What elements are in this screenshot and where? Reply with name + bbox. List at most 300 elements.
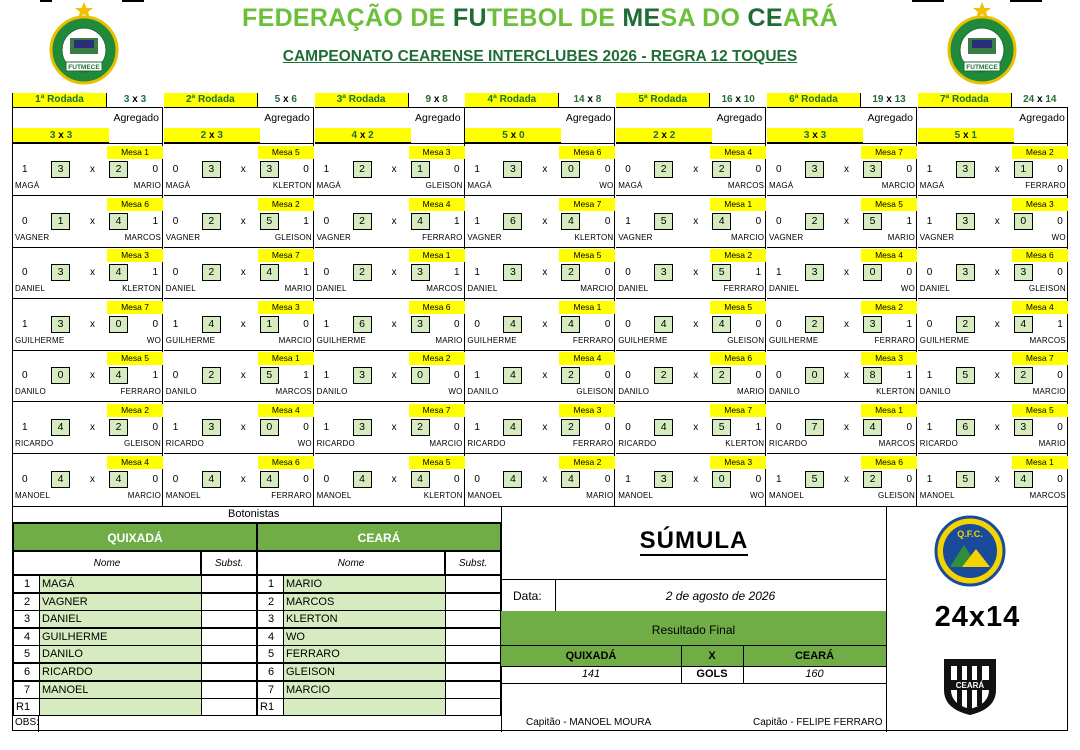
left-goals: 3	[503, 264, 522, 281]
left-goals: 6	[503, 213, 522, 230]
mesa-label: Mesa 6	[107, 198, 163, 211]
versus-mark: x	[90, 422, 95, 433]
roster-row	[13, 681, 257, 699]
right-goals: 2	[561, 367, 580, 384]
mesa-label: Mesa 3	[258, 301, 314, 314]
left-goals: 3	[503, 161, 522, 178]
right-point: 1	[303, 370, 309, 382]
match-cell	[13, 455, 163, 506]
versus-mark: x	[542, 370, 548, 382]
roster-player-name: MARCOS	[284, 593, 445, 611]
round-column	[616, 93, 766, 506]
right-goals: 4	[109, 471, 128, 488]
mesa-label: Mesa 5	[710, 301, 766, 314]
player-home: DANIEL	[316, 284, 347, 294]
agregado-score: 2 x 3	[164, 128, 260, 143]
round-column	[918, 93, 1068, 506]
player-away: MARCOS	[426, 284, 463, 294]
right-goals: 4	[109, 367, 128, 384]
right-point: 1	[152, 267, 158, 279]
match-cell	[616, 197, 766, 248]
left-point: 1	[22, 164, 28, 175]
left-goals: 2	[654, 161, 673, 178]
player-away: MARCIO	[881, 181, 915, 190]
round-header	[164, 93, 314, 108]
player-away: KLERTON	[574, 232, 614, 242]
right-point: 0	[303, 422, 309, 433]
right-goals: 3	[411, 316, 430, 333]
versus-mark: x	[542, 318, 548, 330]
round-label: 7ª Rodada	[939, 94, 989, 105]
mesa-label: Mesa 5	[559, 249, 615, 262]
left-point: 1	[323, 318, 330, 330]
left-point: 0	[625, 422, 631, 433]
player-home: GUILHERME	[316, 335, 366, 345]
player-away: GLEISON	[274, 232, 312, 242]
round-label: 1ª Rodada	[35, 94, 84, 105]
agregado-score: 3 x 3	[767, 128, 863, 143]
right-goals: 0	[109, 316, 128, 333]
left-point: 1	[323, 422, 330, 433]
result-team-b: CEARÁ	[794, 650, 835, 662]
match-cell	[465, 197, 615, 248]
result-vs: X	[708, 650, 716, 662]
left-goals: 2	[353, 213, 372, 230]
player-away: FERRARO	[120, 387, 161, 397]
player-home: DANILO	[316, 387, 348, 397]
agregado-label: Agregado	[264, 112, 310, 124]
right-point: 0	[1057, 164, 1063, 175]
right-goals: 2	[109, 419, 128, 436]
round-column	[13, 93, 163, 506]
left-goals: 2	[202, 213, 221, 230]
mesa-label: Mesa 5	[409, 456, 465, 469]
left-goals: 5	[956, 471, 975, 488]
versus-mark: x	[994, 422, 1000, 433]
round-header	[465, 93, 615, 108]
left-goals: 4	[654, 419, 673, 436]
svg-text:FUTMECE: FUTMECE	[68, 64, 100, 71]
right-goals: 5	[712, 264, 731, 281]
versus-mark: x	[391, 267, 397, 279]
round-label: 2ª Rodada	[185, 94, 235, 105]
match-cell	[918, 455, 1068, 506]
left-point: 0	[625, 267, 631, 279]
roster-subst	[201, 698, 257, 716]
player-home: DANILO	[618, 387, 650, 397]
roster-player-name: MARIO	[284, 575, 445, 593]
right-point: 1	[906, 370, 912, 382]
versus-mark: x	[844, 215, 849, 227]
roster-row	[257, 681, 501, 699]
roster-subst	[445, 663, 501, 681]
round-score: 3 x 3	[106, 93, 163, 107]
round-header	[918, 93, 1068, 108]
right-point: 0	[1057, 370, 1063, 382]
mesa-label: Mesa 5	[107, 352, 163, 365]
roster-player-name: MANOEL	[40, 681, 201, 699]
mesa-label: Mesa 2	[107, 404, 163, 417]
match-cell	[918, 403, 1068, 454]
round-score: 14 x 8	[558, 93, 615, 107]
versus-mark: x	[542, 215, 548, 227]
goals-team-a: 141	[581, 668, 601, 680]
match-cell	[315, 300, 465, 351]
right-goals: 4	[561, 213, 580, 230]
round-header	[767, 93, 917, 108]
team-b-header: CEARÁ	[257, 523, 501, 551]
left-point: 1	[172, 422, 179, 433]
player-home: MANOEL	[769, 490, 804, 500]
roster-player-name: DANIEL	[40, 610, 201, 628]
player-home: DANIEL	[618, 284, 649, 294]
player-away: GLEISON	[727, 335, 765, 345]
right-point: 0	[906, 267, 912, 279]
mesa-label: Mesa 3	[409, 146, 465, 159]
left-point: 0	[926, 318, 933, 330]
mesa-label: Mesa 4	[559, 352, 615, 365]
mesa-label: Mesa 2	[559, 456, 615, 469]
match-cell	[918, 145, 1068, 196]
roster-player-name: MAGÁ	[40, 575, 201, 593]
left-goals: 4	[503, 316, 522, 333]
versus-mark: x	[994, 370, 1000, 382]
left-goals: 6	[956, 419, 975, 436]
left-point: 1	[776, 267, 782, 279]
roster-number: R1	[257, 698, 284, 716]
match-cell	[315, 455, 465, 506]
left-goals: 3	[956, 161, 975, 178]
player-away: MARCOS	[878, 439, 915, 448]
left-goals: 3	[51, 264, 70, 281]
versus-mark: x	[391, 370, 397, 382]
left-goals: 3	[202, 419, 221, 436]
versus-mark: x	[693, 215, 699, 227]
player-away: MARIO	[133, 181, 161, 190]
left-point: 0	[22, 370, 28, 382]
player-home: MAGÁ	[165, 181, 191, 190]
left-point: 1	[625, 473, 631, 485]
round-label: 4ª Rodada	[487, 94, 537, 105]
roster-number: 6	[257, 663, 284, 681]
versus-mark: x	[693, 370, 699, 382]
right-goals: 4	[260, 471, 279, 488]
match-cell	[13, 300, 163, 351]
right-point: 0	[152, 164, 158, 175]
mesa-label: Mesa 2	[861, 301, 917, 314]
left-goals: 3	[353, 367, 372, 384]
mesa-label: Mesa 3	[107, 249, 163, 262]
sumula-title: SÚMULA	[639, 527, 749, 554]
player-away: GLEISON	[878, 490, 915, 500]
page-title: FEDERAÇÃO DE FUTEBOL DE MESA DO CEARÁ	[242, 4, 838, 32]
round-column	[315, 93, 465, 506]
right-goals: 1	[260, 316, 279, 333]
player-away: WO	[900, 284, 915, 294]
versus-mark: x	[994, 215, 1000, 227]
goals-team-b: 160	[805, 668, 824, 680]
right-goals: 4	[712, 213, 731, 230]
roster-row	[257, 575, 501, 593]
player-away: MARCIO	[1032, 387, 1066, 397]
right-point: 1	[303, 267, 309, 279]
player-home: MAGÁ	[618, 181, 643, 190]
mesa-label: Mesa 1	[1012, 456, 1068, 469]
player-home: MAGÁ	[919, 181, 945, 190]
match-cell	[767, 300, 917, 351]
mesa-label: Mesa 2	[258, 198, 314, 211]
mesa-label: Mesa 7	[258, 249, 314, 262]
right-point: 0	[454, 370, 460, 382]
right-point: 0	[303, 473, 309, 485]
left-point: 0	[776, 164, 782, 175]
player-home: RICARDO	[15, 439, 54, 448]
player-home: DANILO	[919, 387, 951, 397]
roster-subst	[201, 645, 257, 663]
roster-row	[13, 663, 257, 681]
player-home: GUILHERME	[769, 335, 819, 345]
player-home: RICARDO	[618, 439, 657, 448]
player-away: FERRARO	[422, 232, 463, 242]
left-point: 1	[926, 164, 933, 175]
player-away: WO	[146, 335, 161, 345]
right-point: 0	[152, 422, 158, 433]
left-goals: 6	[353, 316, 372, 333]
versus-mark: x	[391, 318, 397, 330]
match-cell	[164, 248, 314, 299]
left-goals: 3	[805, 264, 824, 281]
versus-mark: x	[90, 215, 95, 227]
left-point: 1	[172, 318, 179, 330]
player-home: GUILHERME	[618, 335, 668, 345]
player-away: MARCIO	[580, 284, 614, 294]
round-label: 3ª Rodada	[336, 94, 386, 105]
player-away: WO	[599, 181, 614, 190]
versus-mark: x	[844, 473, 849, 485]
player-away: MARCIO	[278, 335, 312, 345]
right-goals: 0	[411, 367, 430, 384]
versus-mark: x	[542, 473, 548, 485]
mesa-label: Mesa 3	[559, 404, 615, 417]
mesa-label: Mesa 1	[559, 301, 615, 314]
player-home: MANOEL	[618, 490, 654, 500]
right-point: 0	[604, 215, 611, 227]
match-cell	[767, 351, 917, 402]
left-point: 1	[323, 164, 330, 175]
right-point: 0	[454, 318, 460, 330]
page-subtitle: CAMPEONATO CEARENSE INTERCLUBES 2026 - REGRA 12 TOQUES	[282, 48, 798, 65]
mesa-label: Mesa 7	[559, 198, 615, 211]
player-home: MANOEL	[165, 490, 201, 500]
match-cell	[465, 351, 615, 402]
roster-subst	[201, 628, 257, 646]
left-goals: 4	[202, 316, 221, 333]
roster-number: 4	[257, 628, 284, 646]
left-goals: 2	[353, 161, 372, 178]
right-point: 0	[1057, 473, 1063, 485]
mesa-label: Mesa 4	[107, 456, 163, 469]
versus-mark: x	[90, 318, 95, 330]
player-away: MARIO	[586, 490, 614, 500]
left-point: 1	[474, 370, 480, 382]
left-goals: 4	[51, 471, 70, 488]
left-goals: 0	[805, 367, 824, 384]
roster-player-name	[40, 698, 201, 716]
player-home: GUILHERME	[15, 335, 65, 345]
left-goals: 7	[805, 419, 824, 436]
versus-mark: x	[90, 164, 95, 175]
right-point: 0	[755, 473, 762, 485]
right-goals: 4	[561, 316, 580, 333]
player-home: MANOEL	[467, 490, 503, 500]
versus-mark: x	[240, 164, 246, 175]
left-point: 1	[474, 422, 480, 433]
match-cell	[767, 248, 917, 299]
left-goals: 4	[202, 471, 221, 488]
round-header	[13, 93, 163, 108]
player-home: MAGÁ	[316, 181, 341, 190]
match-cell	[13, 197, 163, 248]
right-goals: 3	[863, 316, 882, 333]
roster-number: 7	[13, 681, 40, 699]
captain-team-a: Capitão - MANOEL MOURA	[526, 717, 652, 728]
date-value: 2 de agosto de 2026	[665, 589, 776, 603]
match-cell	[767, 403, 917, 454]
left-goals: 3	[654, 264, 673, 281]
left-point: 0	[625, 370, 631, 382]
versus-mark: x	[693, 318, 699, 330]
versus-mark: x	[240, 318, 246, 330]
agregado-label: Agregado	[113, 112, 159, 124]
left-point: 0	[625, 164, 631, 175]
versus-mark: x	[693, 422, 699, 433]
roster-number: 6	[13, 663, 40, 681]
roster-player-name: KLERTON	[284, 610, 445, 628]
versus-mark: x	[542, 267, 548, 279]
left-goals: 5	[654, 213, 673, 230]
round-score: 19 x 13	[860, 93, 917, 107]
versus-mark: x	[240, 422, 246, 433]
left-goals: 2	[956, 316, 975, 333]
round-header	[315, 93, 465, 108]
right-goals: 0	[1014, 213, 1033, 230]
versus-mark: x	[844, 370, 849, 382]
date-label: Data:	[513, 589, 542, 603]
versus-mark: x	[391, 422, 397, 433]
mesa-label: Mesa 2	[1012, 146, 1068, 159]
mesa-label: Mesa 6	[258, 456, 314, 469]
roster-number: 2	[257, 593, 284, 611]
right-goals: 5	[260, 213, 279, 230]
left-goals: 3	[353, 419, 372, 436]
left-point: 0	[776, 370, 782, 382]
left-point: 1	[926, 473, 933, 485]
versus-mark: x	[240, 215, 246, 227]
versus-mark: x	[391, 215, 397, 227]
right-point: 1	[755, 422, 762, 433]
right-goals: 4	[411, 213, 430, 230]
player-away: KLERTON	[272, 181, 312, 190]
right-point: 1	[454, 215, 460, 227]
round-column	[465, 93, 615, 506]
left-goals: 3	[956, 213, 975, 230]
match-cell	[13, 403, 163, 454]
player-home: VAGNER	[467, 232, 502, 242]
left-point: 0	[625, 318, 631, 330]
roster-player-name: DANILO	[40, 645, 201, 663]
ceara-crest-icon	[939, 654, 1001, 716]
right-goals: 0	[260, 419, 279, 436]
mesa-label: Mesa 2	[409, 352, 465, 365]
left-point: 0	[776, 318, 782, 330]
left-point: 0	[22, 473, 28, 485]
player-home: RICARDO	[769, 439, 808, 448]
round-label: 6ª Rodada	[789, 94, 838, 105]
mesa-label: Mesa 7	[107, 301, 163, 314]
right-point: 0	[303, 164, 309, 175]
versus-mark: x	[844, 422, 849, 433]
right-point: 0	[604, 164, 611, 175]
roster-row	[13, 610, 257, 628]
right-point: 1	[152, 215, 158, 227]
right-goals: 2	[1014, 367, 1033, 384]
left-goals: 3	[805, 161, 824, 178]
agregado-label: Agregado	[867, 112, 913, 124]
left-point: 0	[172, 164, 179, 175]
mesa-label: Mesa 6	[1012, 249, 1068, 262]
player-home: VAGNER	[769, 232, 804, 242]
player-home: MAGÁ	[769, 181, 794, 190]
player-away: MARIO	[887, 232, 915, 242]
roster-subst	[201, 593, 257, 611]
captain-team-b: Capitão - FELIPE FERRARO	[753, 717, 883, 728]
player-away: WO	[448, 387, 463, 397]
roster-row	[13, 593, 257, 611]
player-away: MARIO	[736, 387, 765, 397]
round-header	[616, 93, 766, 108]
right-point: 0	[152, 318, 158, 330]
roster-row	[13, 698, 257, 716]
versus-mark: x	[994, 164, 1000, 175]
left-point: 0	[172, 215, 179, 227]
player-home: GUILHERME	[467, 335, 517, 345]
left-point: 1	[926, 422, 933, 433]
versus-mark: x	[844, 318, 849, 330]
player-home: DANIEL	[919, 284, 950, 294]
round-score: 9 x 8	[408, 93, 465, 107]
mesa-label: Mesa 7	[409, 404, 465, 417]
mesa-label: Mesa 3	[1012, 198, 1068, 211]
right-point: 1	[152, 370, 158, 382]
roster-number: 1	[257, 575, 284, 593]
roster-subst	[445, 610, 501, 628]
right-point: 0	[604, 267, 611, 279]
left-point: 1	[22, 422, 28, 433]
roster-number: 2	[13, 593, 40, 611]
left-point: 0	[474, 473, 480, 485]
roster-subst	[445, 575, 501, 593]
match-cell	[164, 197, 314, 248]
match-cell	[13, 248, 163, 299]
roster-player-name: MARCIO	[284, 681, 445, 699]
roster-number: 4	[13, 628, 40, 646]
roster-subst	[201, 681, 257, 699]
right-goals: 3	[863, 161, 882, 178]
right-point: 0	[1057, 422, 1063, 433]
versus-mark: x	[391, 473, 397, 485]
roster-number: R1	[13, 698, 40, 716]
player-away: MARCIO	[730, 232, 765, 242]
